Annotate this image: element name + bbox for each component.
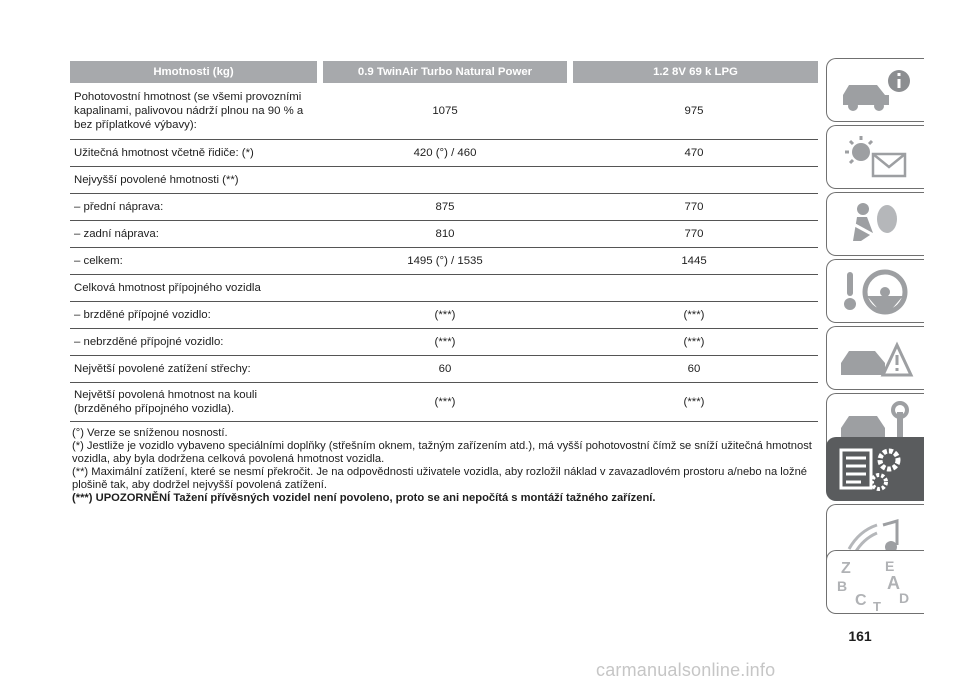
table-row bbox=[70, 383, 818, 422]
chapter-tab-emergency[interactable] bbox=[826, 326, 924, 390]
footnote-warning: (***) UPOZORNĚNÍ Tažení přívěsných vozidel není povoleno, proto se ani nepočítá s montáží tažného zařízení. bbox=[72, 492, 656, 504]
row-value-lpg: 60 bbox=[570, 356, 818, 383]
row-value-twinair: (***) bbox=[320, 302, 570, 329]
row-value-lpg: 470 bbox=[570, 140, 818, 167]
airbag-seat-icon bbox=[833, 197, 919, 253]
row-label: – zadní náprava: bbox=[70, 221, 320, 248]
row-value-twinair: 1075 bbox=[320, 83, 570, 140]
index-letter-b: B bbox=[837, 578, 848, 594]
alphabet-index-icon bbox=[833, 555, 919, 613]
table-row bbox=[70, 83, 818, 140]
index-letter-c: C bbox=[855, 592, 867, 609]
row-value-twinair: 420 (°) / 460 bbox=[320, 140, 570, 167]
header-weights: Hmotnosti (kg) bbox=[70, 61, 320, 83]
table-header-row bbox=[70, 61, 818, 83]
row-label: Pohotovostní hmotnost (se všemi provozními kapalinami, palivovou nádrží plnou na 90 % a bez příplatkové výbavy): bbox=[70, 83, 320, 140]
row-value-twinair: 1495 (°) / 1535 bbox=[320, 248, 570, 275]
row-value-lpg: (***) bbox=[570, 329, 818, 356]
row-label: Největší povolená hmotnost na kouli (brzděného přípojného vozidla). bbox=[70, 383, 320, 422]
row-value-lpg: (***) bbox=[570, 302, 818, 329]
table-row bbox=[70, 140, 818, 167]
watermark: carmanualsonline.info bbox=[596, 660, 776, 680]
index-letter-a: A bbox=[887, 573, 900, 593]
index-letter-z: Z bbox=[841, 560, 851, 577]
row-label: Největší povolené zatížení střechy: bbox=[70, 356, 320, 383]
car-info-icon bbox=[833, 63, 919, 119]
chapter-tab-technical-data[interactable] bbox=[826, 437, 924, 501]
index-letter-d: D bbox=[899, 590, 910, 606]
table-row bbox=[70, 275, 818, 302]
row-label: – nebrzděné přípojné vozidlo: bbox=[70, 329, 320, 356]
footnotes bbox=[72, 427, 818, 505]
row-label: Užitečná hmotnost včetně řidiče: (*) bbox=[70, 140, 320, 167]
header-lpg: 1.2 8V 69 k LPG bbox=[570, 61, 818, 83]
chapter-tab-airbags[interactable] bbox=[826, 192, 924, 256]
index-letter-t: T bbox=[873, 599, 881, 613]
footnote-double-star: (**) Maximální zatížení, které se nesmí překročit. Je na odpovědnosti uživatele vozidla, aby rozložil náklad v zavazadlovém prostoru a/nebo na ložné plošině tak, aby dodržel nejvyšší povolená zatížení. bbox=[72, 466, 808, 491]
table-row bbox=[70, 356, 818, 383]
row-value-lpg: 1445 bbox=[570, 248, 818, 275]
table-row bbox=[70, 221, 818, 248]
row-value-lpg: 770 bbox=[570, 221, 818, 248]
car-warning-triangle-icon bbox=[833, 331, 919, 387]
row-value-twinair bbox=[320, 167, 570, 194]
table-row bbox=[70, 329, 818, 356]
row-label: Nejvyšší povolené hmotnosti (**) bbox=[70, 167, 320, 194]
index-letter-e: E bbox=[885, 558, 895, 574]
table-row bbox=[70, 302, 818, 329]
header-twinair: 0.9 TwinAir Turbo Natural Power bbox=[320, 61, 570, 83]
row-value-twinair: 875 bbox=[320, 194, 570, 221]
row-value-lpg: 770 bbox=[570, 194, 818, 221]
row-label: – přední náprava: bbox=[70, 194, 320, 221]
row-label: – celkem: bbox=[70, 248, 320, 275]
footnote-degree: (°) Verze se sníženou nosností. bbox=[72, 427, 228, 439]
row-value-twinair: (***) bbox=[320, 383, 570, 422]
chapter-tab-safety-lights[interactable] bbox=[826, 125, 924, 189]
dashboard-lights-icon bbox=[833, 130, 919, 186]
row-value-twinair: (***) bbox=[320, 329, 570, 356]
chapter-tab-dashboard[interactable] bbox=[826, 58, 924, 122]
chapter-tab-index[interactable] bbox=[826, 550, 924, 614]
table-row bbox=[70, 248, 818, 275]
row-value-lpg bbox=[570, 167, 818, 194]
row-label: – brzděné přípojné vozidlo: bbox=[70, 302, 320, 329]
technical-data-table bbox=[70, 61, 818, 422]
row-value-twinair: 60 bbox=[320, 356, 570, 383]
specs-list-gear-icon bbox=[833, 442, 919, 498]
row-value-lpg: 975 bbox=[570, 83, 818, 140]
row-label: Celková hmotnost přípojného vozidla bbox=[70, 275, 320, 302]
footnote-single-star: (*) Jestliže je vozidlo vybaveno speciálními doplňky (střešním oknem, tažným zařízením atd.), má vyšší pohotovostní čímž se sníží užitečná hmotnost vozidla, aby byla dodržena celková povolená hmotnost vozidla. bbox=[72, 440, 812, 465]
row-value-lpg: (***) bbox=[570, 383, 818, 422]
row-value-twinair: 810 bbox=[320, 221, 570, 248]
table-row bbox=[70, 194, 818, 221]
chapter-tab-starting[interactable] bbox=[826, 259, 924, 323]
table-row bbox=[70, 167, 818, 194]
page-number: 161 bbox=[848, 628, 872, 644]
steering-wheel-key-icon bbox=[833, 264, 919, 320]
row-value-lpg bbox=[570, 275, 818, 302]
row-value-twinair bbox=[320, 275, 570, 302]
